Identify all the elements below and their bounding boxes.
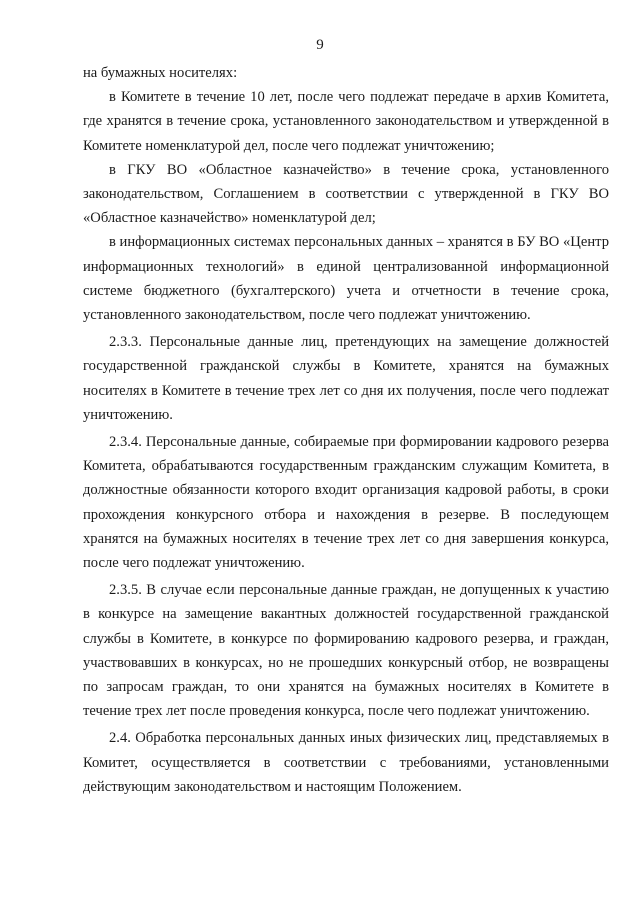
paragraph-committee-storage: в Комитете в течение 10 лет, после чего подлежат передаче в архив Комитета, где хранятся в течение срока, установленного законодательством и утвержденной в Комитете номенклатурой дел, после чего подлежат уничтожению; [83, 89, 609, 154]
document-body [83, 61, 609, 799]
paragraph-treasury-storage: в ГКУ ВО «Областное казначейство» в течение срока, установленного законодательством, Соглашением в соответствии с утвержденной в ГКУ ВО «Областное казначейство» номенклатурой дел; [83, 161, 609, 227]
page-number: 9 [316, 37, 324, 53]
paragraph-2-3-5: 2.3.5. В случае если персональные данные граждан, не допущенных к участию в конкурсе на замещение вакантных должностей государственной гражданской службы в Комитете, в конкурсе по формированию кадрового резерва, и граждан, участвовавших в конкурсах, но не прошедших конкурсный отбор, не возвращены по запросам граждан, то они хранятся на бумажных носителях в Комитете в течение трех лет после проведения конкурса, после чего подлежат уничтожению. [83, 582, 609, 720]
paragraph-2-4: 2.4. Обработка персональных данных иных физических лиц, представляемых в Комитет, осуществляется в соответствии с требованиями, установленными действующим законодательством и настоящим Положением. [83, 730, 609, 795]
paragraph-information-systems: в информационных системах персональных данных – хранятся в БУ ВО «Центр информационных технологий» в единой централизованной информационной системе бюджетного (бухгалтерского) учета и отчетности в течение срока, установленного законодательством, после чего подлежат уничтожению. [83, 234, 609, 324]
paragraph-2-3-3: 2.3.3. Персональные данные лиц, претендующих на замещение должностей государственной гражданской службы в Комитете, хранятся на бумажных носителях в Комитете в течение трех лет со дня их получения, после чего подлежат уничтожению. [83, 334, 609, 423]
paragraph-paper-media-heading: на бумажных носителях: [83, 65, 238, 81]
paragraph-2-3-4: 2.3.4. Персональные данные, собираемые при формировании кадрового резерва Комитета, обрабатываются государственным гражданским служащим Комитета, в должностные обязанности которого входит организация кадровой работы, в сроки прохождения конкурсного отбора и нахождения в резерве. В последующем хранятся на бумажных носителях в течение трех лет со дня завершения конкурса, после чего подлежат уничтожению. [83, 434, 609, 572]
